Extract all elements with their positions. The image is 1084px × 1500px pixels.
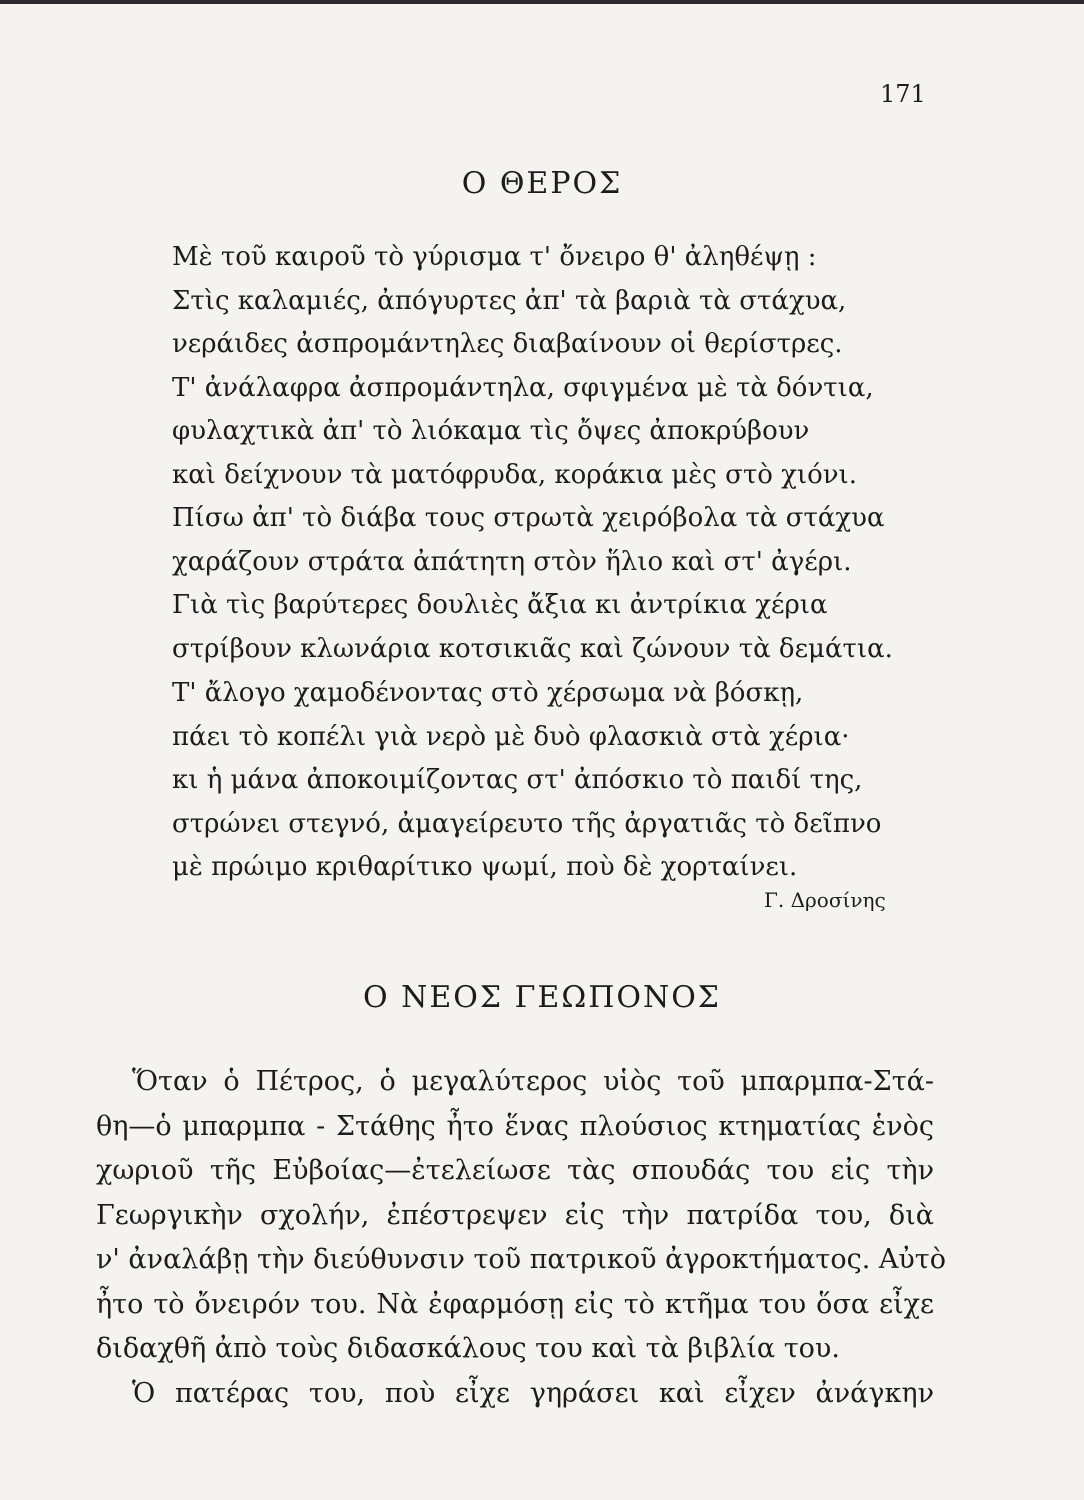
poem-line: μὲ πρώιμο κριθαρίτικο ψωμί, ποὺ δὲ χορταίνει. <box>172 852 798 882</box>
poem-line: Γιὰ τὶς βαρύτερες δουλιὲς ἄξια κι ἀντρίκια χέρια <box>172 590 828 620</box>
poem-line: χαράζουν στράτα ἀπάτητη στὸν ἥλιο καὶ στ' ἀγέρι. <box>172 546 852 577</box>
poem-line: πάει τὸ κοπέλι γιὰ νερὸ μὲ δυὸ φλασκιὰ στὰ χέρια· <box>172 721 850 752</box>
poem-line: νεράιδες ἀσπρομάντηλες διαβαίνουν οἱ θερίστρες. <box>172 329 843 359</box>
story-line: διδαχθῆ ἀπὸ τοὺς διδασκάλους του καὶ τὰ βιβλία του. <box>96 1333 840 1364</box>
poem-author: Γ. Δροσίνης <box>764 888 886 912</box>
poem-line: Πίσω ἀπ' τὸ διάβα τους στρωτὰ χειρόβολα τὰ στάχυα <box>172 503 885 533</box>
poem-line: στρώνει στεγνό, ἀμαγείρευτο τῆς ἀργατιᾶς τὸ δεῖπνο <box>172 808 882 839</box>
poem-line: κι ἡ μάνα ἀποκοιμίζοντας στ' ἀπόσκιο τὸ παιδί της, <box>172 765 863 795</box>
story-line: Ὅταν ὁ Πέτρος, ὁ μεγαλύτερος υἱὸς τοῦ μπαρμπα-Στά- <box>132 1066 934 1097</box>
poem-line: Τ' ἄλογο χαμοδένοντας στὸ χέρσωμα νὰ βόσκῃ, <box>172 678 804 708</box>
story-line: Γεωργικὴν σχολήν, ἐπέστρεψεν εἰς τὴν πατρίδα του, διὰ <box>96 1199 934 1231</box>
story-line: Ὁ πατέρας του, ποὺ εἶχε γηράσει καὶ εἶχεν ἀνάγκην <box>132 1377 934 1409</box>
page-top-edge <box>0 0 1084 4</box>
story-text <box>96 1060 946 1416</box>
story-line: θη—ὁ μπαρμπα - Στάθης ἦτο ἕνας πλούσιος κτηματίας ἑνὸς <box>96 1110 934 1142</box>
poem-stanza-2 <box>172 672 881 890</box>
poem-line: καὶ δείχνουν τὰ ματόφρυδα, κοράκια μὲς στὸ χιόνι. <box>172 459 858 490</box>
poem-stanza-1 <box>172 236 893 671</box>
story-line: ν' ἀναλάβῃ τὴν διεύθυνσιν τοῦ πατρικοῦ ἀγροκτήματος. Αὐτὸ <box>96 1244 946 1275</box>
page-number: 171 <box>880 80 926 108</box>
story-line: ἦτο τὸ ὄνειρόν του. Νὰ ἐφαρμόσῃ εἰς τὸ κτῆμα του ὅσα εἶχε <box>96 1288 934 1320</box>
story-title: Ο ΝΕΟΣ ΓΕΩΠΟΝΟΣ <box>362 980 722 1015</box>
poem-line: φυλαχτικὰ ἀπ' τὸ λιόκαμα τὶς ὄψες ἀποκρύβουν <box>172 416 810 446</box>
poem-line: Μὲ τοῦ καιροῦ τὸ γύρισμα τ' ὄνειρο θ' ἀληθέψῃ : <box>172 242 817 272</box>
poem-line: στρίβουν κλωνάρια κοτσικιᾶς καὶ ζώνουν τὰ δεμάτια. <box>172 633 893 664</box>
story-line: χωριοῦ τῆς Εὐβοίας—ἐτελείωσε τὰς σπουδάς του εἰς τὴν <box>96 1155 934 1186</box>
poem-line: Τ' ἀνάλαφρα ἀσπρομάντηλα, σφιγμένα μὲ τὰ δόντια, <box>172 372 874 403</box>
poem-line: Στὶς καλαμιές, ἀπόγυρτες ἀπ' τὰ βαριὰ τὰ στάχυα, <box>172 285 847 316</box>
poem-title: Ο ΘΕΡΟΣ <box>461 166 623 201</box>
